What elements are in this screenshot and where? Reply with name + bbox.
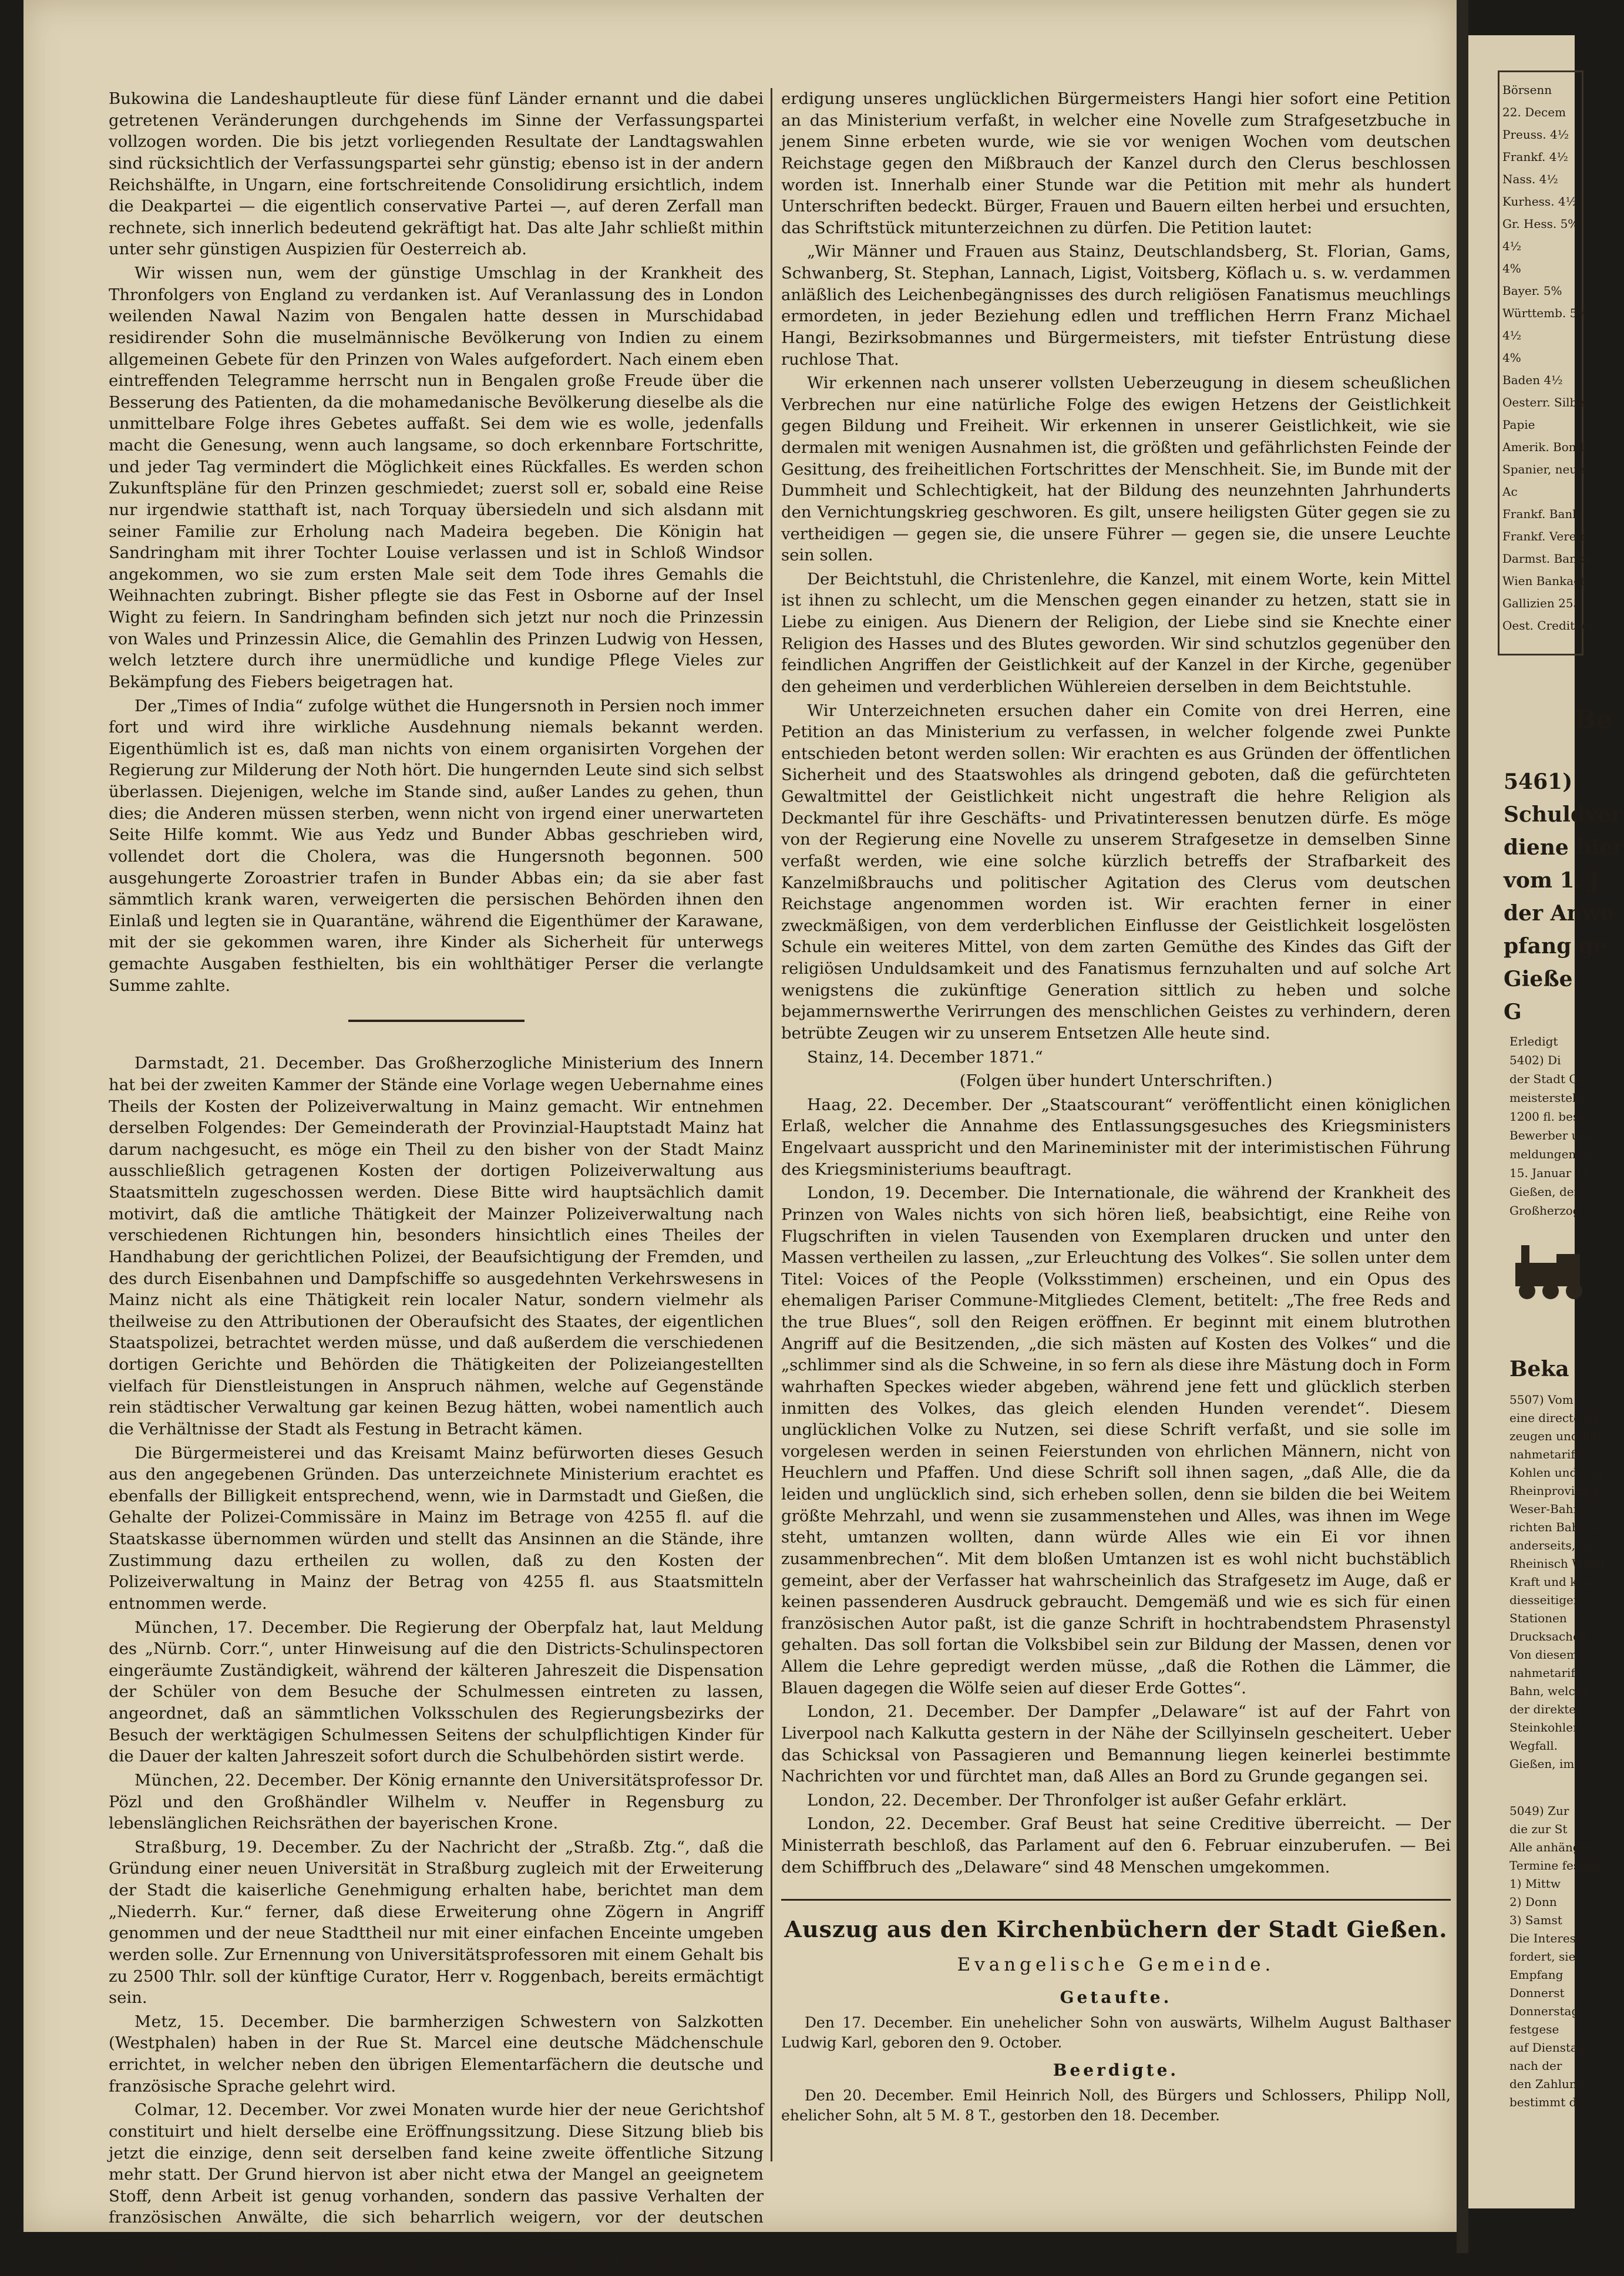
dateline: Darmstadt, 21. December. (135, 1054, 366, 1073)
dateline: Haag, 22. December. (807, 1095, 993, 1114)
adjacent-line: 5461) (1504, 769, 1573, 794)
news-item (109, 1770, 764, 1834)
article-paragraph: Wir wissen nun, wem der günstige Umschlag in der Krankheit des Thronfolgers von England zu verdanken ist. Auf Veranlassung des in London weilenden Nawal Nazim von Bengalen hatte dessen in Murschidabad residirender Sohn die muselmännische Bevölkerung von Indien zu einem allgemeinen Gebete für den Prinzen von Wales aufgefordert. Nach einem eben eintreffenden Telegramme herrscht nun in Bengalen große Freude über die Besserung des Patienten, da die mohamedanische Bevölkerung dieselbe als die unmittelbare Folge ihres Gebetes auffaßt. Sei dem wie es wolle, jedenfalls macht die Genesung, wenn auch langsame, so doch erkennbare Fortschritte, und jeder Tag vermindert die Möglichkeit eines Rückfalles. Es werden schon Zukunftspläne für den Prinzen geschmiedet; zuerst soll er, sobald eine Reise nur irgendwie statthaft ist, nach Torquay übersiedeln und sich alsdann mit seiner Familie zur Erholung nach Madeira begeben. Die Königin hat Sandringham mit ihrer Tochter Louise verlassen und ist in Schloß Windsor angekommen, wo sie zum ersten Male seit dem Tode ihres Gemahls die Weihnachten zubringt. Bisher pflegte sie das Fest in Osborne auf der Insel Wight zu feiern. In Sandringham befinden sich jetzt nur noch die Prinzessin von Wales und Prinzessin Alice, die Gemahlin des Prinzen Ludwig von Hessen, welch letztere durch ihre unermüdliche und kundige Pflege Vieles zur Bekämpfung des Fiebers beigetragen hat. (109, 264, 764, 691)
adjacent-line: Bewerber um (1509, 1128, 1591, 1142)
adjacent-line: bestimmt da (1509, 2095, 1584, 2109)
adjacent-line: Gießen, im (1509, 1757, 1575, 1771)
news-text: Der Thronfolger ist außer Gefahr erklärt. (1008, 1790, 1347, 1810)
adjacent-line: 5507) Vom (1509, 1393, 1573, 1407)
adjacent-line: 4% (1502, 351, 1521, 365)
adjacent-line: Ac (1502, 485, 1518, 499)
adjacent-line: Darmst. Banka (1502, 552, 1592, 566)
buried-entry: Den 20. December. Emil Heinrich Noll, des Bürgers und Schlossers, Philipp Noll, ehelicher Sohn, alt 5 M. 8 T., gestorben den 18. December. (781, 2087, 1451, 2124)
adjacent-line: Gießen, den (1509, 1185, 1582, 1199)
adjacent-line: Großherzog (1509, 1203, 1581, 1218)
news-text: Die Regierung der Oberpfalz hat, laut Meldung des „Nürnb. Corr.“, unter Hinweisung auf die den Districts-Schulinspectoren eingeräumte Zuständigkeit, während der kälteren Jahreszeit die Dispensation der Schüler von dem Besuche der Schulmessen eintreten zu lassen, angeordnet, daß an sämmtlichen Volksschulen des Regierungsbezirks der Besuch der werktägigen Schulmessen Seitens der schulpflichtigen Kinder für die Dauer der kalten Jahreszeit sofort durch die Schulbehörden sistirt werde. (109, 1618, 764, 1766)
adjacent-line: Frankf. 4½ (1502, 150, 1568, 164)
adjacent-line: Gieße (1504, 967, 1573, 991)
adjacent-line: Weser-Bahn, (1509, 1502, 1585, 1516)
adjacent-line: 4½ (1502, 239, 1522, 253)
left-column (109, 88, 764, 2276)
news-item (781, 1790, 1451, 1811)
article-paragraph: Der „Times of India“ zufolge wüthet die Hungersnoth in Persien noch immer fort und wird ihre wirkliche Ausdehnung niemals bekannt werden. Eigenthümlich ist es, daß man nichts von einem organisirten Vorgehen der Regierung zur Milderung der Noth hört. Die hungernden Leute sind sich selbst überlassen. Diejenigen, welche im Stande sind, außer Landes zu gehen, thun dies; die Anderen müssen sterben, wenn nicht von irgend einer unerwarteten Seite Hilfe kommt. Wie aus Yedz und Bunder Abbas geschrieben wird, vollendet dort die Cholera, was die Hungersnoth begonnen. 500 ausgehungerte Zoroastrier trafen in Bunder Abbas ein; da sie aber fast sämmtlich krank waren, verweigerten die persischen Behörden ihnen den Einlaß und legten sie in Quarantäne, während die Eigenthümer der Karawane, mit der sie gekommen waren, ihre Kinder als Sicherheit für unterwegs gemachte Ausgaben festhielten, bis ein wohlthätiger Perser die verlangte Summe zahlte. (109, 696, 764, 995)
news-text: Das Großherzogliche Ministerium des Innern hat bei der zweiten Kammer der Stände eine Vorlage wegen Uebernahme eines Theils der Kosten der Polizeiverwaltung in Mainz gemacht. Wir entnehmen derselben Folgendes: Der Gemeinderath der Provinzial-Hauptstadt Mainz hat darum nachgesucht, es möge ein Theil zu den bisher von der Stadt Mainz ausschließlich getragenen Kosten der dortigen Polizeiverwaltung aus Staatsmitteln zugeschossen werden. Diese Bitte wird hauptsächlich damit motivirt, daß die amtliche Thätigkeit der Mainzer Polizeiverwaltung nach verschiedenen Richtungen hin, besonders hinsichtlich eines Theiles der Handhabung der gerichtlichen Polizei, der Beaufsichtigung der Fremden, und des durch Eisenbahnen und Dampfschiffe so ausgedehnten Verkehrswesens in Mainz nicht als eine Thätigkeit rein localer Natur, sondern vielmehr als theilweise zu den Attributionen der Oberaufsicht des Staates, der eigentlichen Staatspolizei, betrachtet werden müsse, und daß außerdem die verschiedenen dortigen Gerichte und Behörden die Thätigkeiten der Polizeiangestellten vielfach für Dienstleistungen in Anspruch nähmen, welche auf Gegenstände rein städtischer Verwaltung gar keinen Bezug hätten, wobei namentlich auch die Verhältnisse der Stadt als Festung in Betracht kämen. (109, 1054, 764, 1438)
adjacent-line: Drucksachen (1509, 1629, 1588, 1643)
adjacent-line: Bayer. 5% (1502, 284, 1562, 298)
news-text: Vor zwei Monaten wurde hier der neue Gerichtshof constituirt und hielt derselbe eine Eröffnungssitzung. Diese Sitzung blieb bis jetzt die einzige, denn seit derselben fand keine zweite öffentliche Sitzung mehr statt. Der Grund hiervon ist aber nicht etwa der Mangel an geeignetem Stoff, denn Arbeit ist genug vorhanden, sondern das passive Verhalten der französischen Anwälte, die sich beharrlich weigern, vor der deutschen Gerichtsbehörde öffentlich zu erscheinen und zu plaidiren. (109, 2100, 764, 2248)
adjacent-line: 22. Decem (1502, 105, 1566, 119)
adjacent-line: Württemb. 5% (1502, 306, 1589, 320)
adjacent-line: Preuss. 4½ (1502, 127, 1569, 142)
petition-paragraph: Wir Unterzeichneten ersuchen daher ein Comite von drei Herren, eine Petition an das Ministerium zu verfassen, in welcher folgende zwei Punkte entschieden betont werden sollen: Wir erachten es aus Gründen der öffentlichen Sicherheit und des Staatswohles als dringend geboten, daß die gefürchteten Gewaltmittel der Geistlichkeit nicht ungestraft die hehre Religion als Deckmantel für ihre Geschäfts- und Privatinteressen benutzen dürfe. Es möge von der Regierung eine Novelle zu unserem Strafgesetze in demselben Sinne verfaßt werden, wie eine solche kürzlich betreffs der Strafbarkeit des Kanzelmißbrauchs und politischer Agitation des Clerus vom deutschen Reichstage angenommen worden ist. Wir erachten ferner in einer zweckmäßigen, von dem verderblichen Einflusse der Geistlichkeit losgelösten Schule ein weiteres Mittel, von dem zarten Gemüthe des Kindes das Gift der religiösen Unduldsamkeit und des Fanatismus fernzuhalten und auf solche Art wenigstens die zukünftige Generation sittlich zu heben und solche bejammernswerthe Verirrungen des menschlichen Geistes zu verhindern, deren betrübte Zeugen wir zu unserem Entsetzen Alle heute sind. (781, 701, 1451, 1043)
adjacent-line: Wien Bankact (1502, 574, 1585, 588)
adjacent-line: nahmetarif für (1509, 1447, 1597, 1461)
petition-paragraph: Der Beichtstuhl, die Christenlehre, die Kanzel, mit einem Worte, kein Mittel ist ihnen zu schlecht, um die Menschen gegen einander zu hetzen, statt sie in Liebe zu einigen. Aus Dienern der Religion, der Liebe sind sie Knechte einer Religion des Hasses und des Blutes geworden. Wir sind schutzlos gegenüber den feindlichen Angriffen der Geistlichkeit auf der Kanzel in der Kirche, gegenüber den geheimen und verderblichen Wühlereien derselben in dem Beichtstuhle. (781, 569, 1451, 696)
newspaper-page (23, 0, 1457, 2272)
news-item (109, 1837, 764, 2009)
locomotive-icon (1509, 1239, 1598, 1304)
adjacent-line: 3) Samst (1509, 1913, 1562, 1927)
dateline: Metz, 15. December. (135, 2012, 331, 2031)
adjacent-line: 5049) Zur (1509, 1804, 1569, 1818)
adjacent-line: Kurhess. 4½ (1502, 194, 1578, 209)
adjacent-line: diesseitigen (1509, 1593, 1581, 1607)
adjacent-line: 1200 fl. beset (1509, 1110, 1591, 1124)
adjacent-line: meldungen mi (1509, 1147, 1595, 1161)
adjacent-line: 15. Januar 18 (1509, 1166, 1591, 1180)
adjacent-line: Die Interess (1509, 1931, 1582, 1945)
news-item (109, 2011, 764, 2097)
dateline: München, 22. December. (135, 1770, 347, 1790)
dateline: Colmar, 12. December. (135, 2100, 329, 2120)
baptized-entry: Den 17. December. Ein unehelicher Sohn von auswärts, Wilhelm August Balthaser Ludwig Karl, geboren den 9. October. (781, 2014, 1451, 2051)
news-text: Der Dampfer „Delaware“ ist auf der Fahrt von Liverpool nach Kalkutta gestern in der Nähe der Scillyinseln gescheitert. Ueber das Schicksal von Passagieren und Bemannung liegen keinerlei bestimmte Nachrichten vor und fürchtet man, daß Alles an Bord zu Grunde gegangen sei. (781, 1702, 1451, 1786)
adjacent-line: der Anwe (1504, 901, 1614, 926)
book-gutter (1457, 0, 1468, 2253)
adjacent-line: Nass. 4½ (1502, 172, 1558, 186)
adjacent-line: Baden 4½ (1502, 373, 1563, 387)
dateline: Stainz, 48. December. (135, 2253, 321, 2272)
article-paragraph: erdigung unseres unglücklichen Bürgermeisters Hangi hier sofort eine Petition an das Ministerium verfaßt, in welcher eine Novelle zum Strafgesetzbuche in jenem Sinne erbeten wurde, wie sie vor wenigen Wochen vom deutschen Reichstage gegen den Mißbrauch der Kanzel durch den Clerus beschlossen worden ist. Innerhalb einer Stunde war die Petition mit mehr als hundert Unterschriften bedeckt. Bürger, Frauen und Bauern eilten herbei und ersuchten, das Schriftstück mitunterzeichnen zu dürfen. Die Petition lautet: (781, 89, 1451, 237)
adjacent-line: Stationen (1509, 1611, 1567, 1625)
adjacent-line: Schuldver (1504, 802, 1622, 827)
column-divider (771, 88, 772, 2161)
petition-signature-note: (Folgen über hundert Unterschriften.) (959, 1071, 1273, 1091)
news-item (781, 1813, 1451, 1878)
dateline: London, 21. December. (807, 1702, 1016, 1722)
news-item (781, 1701, 1451, 1787)
dateline: München, 17. December. (135, 1618, 352, 1637)
adjacent-page-edge (1468, 35, 1624, 2208)
petition-signature: Stainz, 14. December 1871.“ (807, 1047, 1043, 1067)
adjacent-line: eine directe Bef (1509, 1411, 1605, 1425)
adjacent-line: Empfang (1509, 1968, 1564, 1982)
adjacent-heading: Be (1574, 705, 1613, 735)
news-text: Die barmherzigen Schwestern von Salzkotten (Westphalen) haben in der Rue St. Marcel eine deutsche Mädchenschule errichtet, in welcher neben den übrigen Elementarfächern die deutsche und französische Sprache gelehrt wird. (109, 2012, 764, 2096)
news-item (781, 1094, 1451, 1181)
adjacent-line: Amerik. Bonds (1502, 440, 1590, 454)
adjacent-line: Oest. Creditact (1502, 618, 1593, 633)
adjacent-line: Bahn, welche (1509, 1684, 1590, 1698)
adjacent-line: richten Bahn u (1509, 1520, 1598, 1534)
adjacent-line: Termine festge (1509, 1858, 1599, 1872)
section-separator (348, 1020, 524, 1022)
adjacent-line: anderseits, in (1509, 1538, 1591, 1552)
adjacent-line: Börsenn (1502, 83, 1552, 97)
adjacent-line: Wegfall. (1509, 1739, 1558, 1753)
dateline: London, 19. December. (807, 1184, 1010, 1203)
extract-title: Auszug aus den Kirchenbüchern der Stadt Gießen. (784, 1916, 1448, 1943)
article-paragraph: Bukowina die Landeshauptleute für diese fünf Länder ernannt und die dabei getretenen Veränderungen durchgehends im Sinne der Verfassungspartei vollzogen worden. Die bis jetzt vorliegenden Resultate der Landtagswahlen sind rücksichtlich der Verfassungspartei sehr günstig; ebenso ist in der andern Reichshälfte, in Ungarn, eine fortschreitende Consolidirung ersichtlich, indem die Deakpartei — die eigentlich conservative Partei —, auf deren Zerfall man rechnete, sich innerlich bedeutend gekräftigt hat. Das alte Jahr schließt mithin unter sehr günstigen Auspizien für Oesterreich ab. (109, 89, 764, 259)
adjacent-line: Frankf. Bank (1502, 507, 1580, 521)
adjacent-line: Papie (1502, 418, 1535, 432)
adjacent-line: fordert, sie (1509, 1949, 1576, 1964)
baptized-heading: Getaufte. (1060, 1988, 1172, 2008)
adjacent-line: 4½ (1502, 328, 1522, 342)
news-text: Die Internationale, die während der Krankheit des Prinzen von Wales nichts von sich hören ließ, beabsichtigt, eine Reihe von Flugschriften in vielen Tausenden von Exemplaren drucken und unter den Massen vertheilen zu lassen, „zur Erleuchtung des Volkes“. Sie sollen unter dem Titel: Voices of the People (Volksstimmen) erscheinen, und ein Opus des ehemaligen Pariser Commune-Mitgliedes Clement, betitelt: „The free Reds and the true Blues“, soll den Reigen eröffnen. Er beginnt mit einem blutrothen Angriff auf die Besitzenden, „die sich mästen auf Kosten des Volkes“ und die „schlimmer sind als die Schweine, in so fern als diese ihre Mästung doch in Form wahrhaften Speckes wieder abgeben, während jene fett und glücklich sterben inmitten des Volkes, das gleich elenden Hunden verendet“. Diesem unglücklichen Volke zu Nutzen, sei diese Schrift verfaßt, und sie solle im vorgelesen werden in seinen Feierstunden von ehrlichen Männern, nicht von Heuchlern und Pfaffen. Und diese Schrift soll ihnen sagen, „daß Alle, die da leiden und unglücklich sind, sich erheben sollen, denn sie bilden die bei Weitem größte Mehrzahl, und wenn sie zusammenstehen und Alles, was ihnen im Wege steht, umtanzen wollten, dann würde Alles wie ein Ei vor ihnen zusammenbrechen“. Mit dem bloßen Umtanzen ist es wohl nicht buchstäblich gemeint, aber der Verfasser hat wahrscheinlich das Strafgesetz im Auge, daß er keinen passenderen Ausdruck gebraucht. Demgemäß und wie es sich für einen französischen Autor paßt, ist die ganze Schrift in hochtrabendstem Phrasenstyl gehalten. Das soll fortan die Volksbibel sein zur Bildung der Massen, denen vor Allem die Lehre gepredigt werden müsse, „daß die Rothen die Lämmer, die Blauen dagegen die Wölfe seien auf dieser Erde Gottes“. (781, 1184, 1451, 1697)
adjacent-line: Donnerstag (1509, 2004, 1579, 2018)
adjacent-line: nach der (1509, 2059, 1562, 2073)
adjacent-line: vom 1. J (1504, 868, 1599, 893)
news-item (109, 2253, 764, 2274)
adjacent-line: Gr. Hess. 5% (1502, 217, 1579, 231)
adjacent-line: diene hier (1504, 835, 1624, 860)
adjacent-line: der Stadt Gi (1509, 1072, 1582, 1086)
adjacent-line: zeugen und lebe (1509, 1429, 1608, 1443)
adjacent-line: Kraft und kön (1509, 1575, 1592, 1589)
adjacent-line: Frankf. Verein (1502, 529, 1588, 543)
adjacent-line: 4% (1502, 261, 1521, 275)
adjacent-line: den Zahlung (1509, 2077, 1585, 2091)
news-text: Graf Beust hat seine Creditive überreicht. — Der Ministerrath beschloß, das Parlament auf den 6. Februar einzuberufen. — Bei dem Schiffbruch des „Delaware“ sind 48 Menschen umgekommen. (781, 1814, 1451, 1877)
dateline: Straßburg, 19. December. (135, 1837, 362, 1857)
adjacent-line: Rheinisch Westf (1509, 1556, 1605, 1571)
news-text: Der „Staatscourant“ veröffentlicht einen königlichen Erlaß, welcher die Annahme des Entlassungsgesuches des Kriegsministers Engelvaart ausspricht und den Marineminister mit der interimistischen Führung des Kriegsministeriums beauftragt. (781, 1095, 1451, 1179)
news-item (109, 1617, 764, 1767)
adjacent-line: Alle anhängig (1509, 1840, 1592, 1854)
adjacent-line: festgese (1509, 2022, 1559, 2036)
adjacent-line: Rheinprovinz u (1509, 1484, 1600, 1498)
buried-heading: Beerdigte. (1053, 2060, 1179, 2080)
adjacent-line: nahmetarif (1509, 1666, 1575, 1680)
adjacent-line: G (1504, 1000, 1522, 1024)
news-text: Der König ernannte den Universitätsprofessor Dr. Pözl und den Großhändler Wilhelm v. Neuffer in Regensburg zu lebenslänglichen Reichsräthen der bayerischen Krone. (109, 1770, 764, 1833)
adjacent-line: pfang ge (1504, 934, 1607, 959)
news-item (109, 2099, 764, 2250)
church-register-extract (781, 1899, 1451, 2125)
adjacent-line: Von diesem (1509, 1648, 1578, 1662)
adjacent-line: Kohlen und Kok (1509, 1465, 1604, 1480)
petition-paragraph: „Wir Männer und Frauen aus Stainz, Deutschlandsberg, St. Florian, Gams, Schwanberg, St. Stephan, Lannach, Ligist, Voitsberg, Köflach u. s. w. verdammen anläßlich des Leichenbegängnisses des durch religiösen Fanatismus meuchlings ermordeten, in jeder Beziehung edlen und trefflichen Herrn Franz Michael Hangi, Bezirksobmannes und Bürgermeisters, mit tiefster Entrüstung diese ruchlose That. (781, 242, 1451, 369)
adjacent-line: Erledigt (1509, 1034, 1558, 1048)
adjacent-line: Steinkohlen (1509, 1720, 1581, 1734)
adjacent-line: Spanier, neue (1502, 462, 1585, 476)
adjacent-line: 1) Mittw (1509, 1877, 1561, 1891)
article-paragraph: Die Bürgermeisterei und das Kreisamt Mainz befürworten dieses Gesuch aus den angegebenen Gründen. Das unterzeichnete Ministerium erachtet es ebenfalls der Billigkeit entsprechend, wenn, wie in Darmstadt und Gießen, die Gehalte der Polizei-Commissäre in Mainz im Betrage von 4255 fl. auf die Staatskasse übernommen würden und stellt das Ansinnen an die Stände, ihre Zustimmung dazu ertheilen zu wollen, daß zu den Kosten der Polizeiverwaltung in Mainz der Betrag von 4255 fl. aus Staatsmitteln entnommen werde. (109, 1443, 764, 1613)
adjacent-line: der direkte (1509, 1702, 1576, 1716)
adjacent-line: die zur St (1509, 1822, 1568, 1836)
dateline: London, 22. December. (807, 1814, 1011, 1834)
extract-subtitle: Evangelische Gemeinde. (957, 1954, 1275, 1975)
adjacent-line: auf Dienstag (1509, 2040, 1585, 2055)
adjacent-line: Gallizien 255 (1502, 596, 1581, 610)
news-item (109, 1053, 764, 1440)
adjacent-line: Oesterr. Silbe (1502, 395, 1585, 409)
petition-paragraph: Wir erkennen nach unserer vollsten Ueberzeugung in diesem scheußlichen Verbrechen nur eine natürliche Folge des ewigen Hetzens der Geistlichkeit gegen Bildung und Freiheit. Wir erkennen in unserer Geistlichkeit, wie sie dermalen mit wenigen Ausnahmen ist, die größten und gefährlichsten Feinde der Gesittung, des freiheitlichen Fortschrittes der Menschheit. Sie, im Bunde mit der Dummheit und Schlechtigkeit, hat der Bildung des neunzehnten Jahrhunderts den Vernichtungskrieg geschworen. Es gilt, unsere heiligsten Güter gegen sie zu vertheidigen — gegen sie, die unsere Führer — gegen sie, die unsere Leuchte sein sollen. (781, 374, 1451, 565)
right-column (781, 88, 1451, 2127)
news-text: Wie bereits mitgetheilt, wurde am Tage der Be- (325, 2253, 715, 2272)
adjacent-line: 2) Donn (1509, 1895, 1557, 1909)
news-text: Zu der Nachricht der „Straßb. Ztg.“, daß die Gründung einer neuen Universität in Straßburg zugleich mit der Erweiterung der Stadt die kaiserliche Genehmigung erhalten habe, berichtet man dem „Niederrh. Kur.“ ferner, daß diese Erweiterung ohne Zögern in Angriff genommen und der neue Stadttheil nur mit einer einfachen Enceinte umgeben werden solle. Zur Ernennung von Universitätsprofessoren mit einem Gehalt bis zu 2500 Thlr. soll der künftige Curator, Herr v. Roggenbach, bereits ermächtigt sein. (109, 1837, 764, 2008)
news-item (781, 1182, 1451, 1699)
adjacent-line: meisterstelle (1509, 1091, 1587, 1105)
adjacent-line: 5402) Di (1509, 1053, 1561, 1067)
dateline: London, 22. December. (807, 1790, 1003, 1810)
adjacent-line: Donnerst (1509, 1986, 1565, 2000)
adjacent-heading-2: Beka (1509, 1357, 1569, 1381)
